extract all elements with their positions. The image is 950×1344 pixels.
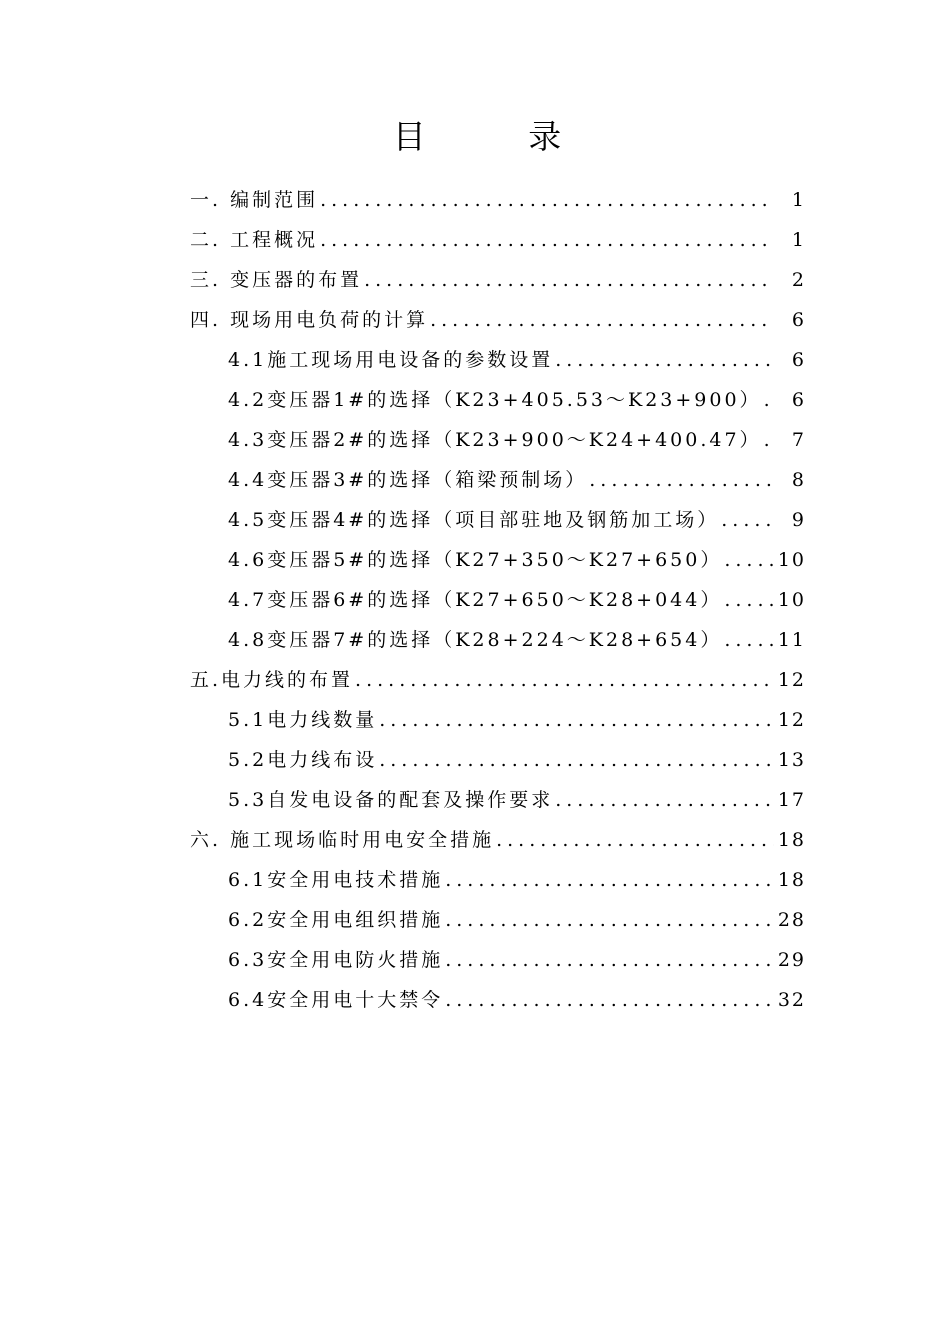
toc-entry-label: 5.1电力线数量 — [228, 709, 378, 731]
toc-page-number: 6 — [791, 309, 806, 331]
toc-entry-label: 六. 施工现场临时用电安全措施 — [190, 829, 495, 851]
toc-page-number: 28 — [777, 909, 806, 931]
toc-page-number: 10 — [777, 589, 806, 611]
toc-subentry[interactable] — [0, 940, 950, 980]
toc-page-number: 1 — [791, 229, 806, 251]
toc-page-number: 18 — [777, 829, 806, 851]
toc-subentry[interactable] — [0, 900, 950, 940]
toc-entry-label: 二. 工程概况 — [190, 229, 319, 251]
toc-dot-leader — [364, 260, 774, 300]
toc-page-number: 11 — [777, 629, 806, 651]
toc-entry-label: 6.3安全用电防火措施 — [228, 949, 444, 971]
toc-entry-label: 4.5变压器4#的选择（项目部驻地及钢筋加工场） — [228, 509, 720, 531]
toc-dot-leader — [724, 620, 774, 660]
toc-subentry[interactable] — [0, 500, 950, 540]
toc-page-number: 6 — [791, 389, 806, 411]
toc-subentry[interactable] — [0, 700, 950, 740]
toc-entry-label: 一. 编制范围 — [190, 189, 319, 211]
toc-dot-leader — [764, 380, 774, 420]
toc-page-number: 17 — [777, 789, 806, 811]
toc-dot-leader — [764, 420, 774, 460]
toc-entry-label: 四. 现场用电负荷的计算 — [190, 309, 429, 331]
toc-dot-leader — [355, 660, 774, 700]
toc-subentry[interactable] — [0, 780, 950, 820]
toc-page-number: 32 — [777, 989, 806, 1011]
toc-entry[interactable] — [0, 820, 950, 860]
page-title: 目 录 — [392, 117, 608, 156]
toc-dot-leader — [445, 900, 774, 940]
toc-page-number: 8 — [791, 469, 806, 491]
toc-dot-leader — [379, 740, 774, 780]
toc-entry-label: 4.3变压器2#的选择（K23+900～K24+400.47） — [228, 429, 762, 451]
toc-entry-label: 五.电力线的布置 — [190, 669, 354, 691]
toc-subentry[interactable] — [0, 980, 950, 1020]
toc-entry-label: 4.2变压器1#的选择（K23+405.53～K23+900） — [228, 389, 762, 411]
toc-page-number: 18 — [777, 869, 806, 891]
toc-page-number: 1 — [791, 189, 806, 211]
toc-entry-label: 6.4安全用电十大禁令 — [228, 989, 444, 1011]
toc-entry-label: 4.8变压器7#的选择（K28+224～K28+654） — [228, 629, 723, 651]
toc-subentry[interactable] — [0, 540, 950, 580]
toc-dot-leader — [445, 940, 774, 980]
toc-page-number: 12 — [777, 709, 806, 731]
toc-dot-leader — [555, 780, 774, 820]
toc-entry-label: 5.2电力线布设 — [228, 749, 378, 771]
toc-entry-label: 5.3自发电设备的配套及操作要求 — [228, 789, 554, 811]
toc-entry[interactable] — [0, 260, 950, 300]
toc-dot-leader — [445, 860, 774, 900]
toc-subentry[interactable] — [0, 620, 950, 660]
toc-entry-label: 4.4变压器3#的选择（箱梁预制场） — [228, 469, 588, 491]
toc-subentry[interactable] — [0, 860, 950, 900]
toc-dot-leader — [430, 300, 774, 340]
toc-dot-leader — [320, 180, 774, 220]
toc-entry-label: 4.6变压器5#的选择（K27+350～K27+650） — [228, 549, 723, 571]
table-of-contents — [0, 180, 950, 1020]
toc-entry[interactable] — [0, 300, 950, 340]
toc-page-number: 12 — [777, 669, 806, 691]
toc-dot-leader — [445, 980, 774, 1020]
toc-dot-leader — [379, 700, 774, 740]
toc-dot-leader — [496, 820, 774, 860]
toc-page-number: 10 — [777, 549, 806, 571]
toc-subentry[interactable] — [0, 340, 950, 380]
toc-page-number: 6 — [791, 349, 806, 371]
toc-entry-label: 6.1安全用电技术措施 — [228, 869, 444, 891]
toc-dot-leader — [721, 500, 774, 540]
toc-page-number: 13 — [777, 749, 806, 771]
toc-page-number: 29 — [777, 949, 806, 971]
toc-page-number: 7 — [791, 429, 806, 451]
toc-dot-leader — [724, 580, 774, 620]
toc-entry-label: 6.2安全用电组织措施 — [228, 909, 444, 931]
toc-dot-leader — [320, 220, 774, 260]
toc-entry[interactable] — [0, 220, 950, 260]
toc-dot-leader — [724, 540, 774, 580]
toc-entry[interactable] — [0, 660, 950, 700]
toc-entry-label: 三. 变压器的布置 — [190, 269, 363, 291]
toc-page-number: 9 — [791, 509, 806, 531]
toc-page-number: 2 — [791, 269, 806, 291]
toc-entry-label: 4.1施工现场用电设备的参数设置 — [228, 349, 554, 371]
toc-subentry[interactable] — [0, 580, 950, 620]
toc-entry-label: 4.7变压器6#的选择（K27+650～K28+044） — [228, 589, 723, 611]
toc-dot-leader — [555, 340, 774, 380]
toc-subentry[interactable] — [0, 420, 950, 460]
toc-subentry[interactable] — [0, 740, 950, 780]
toc-subentry[interactable] — [0, 380, 950, 420]
toc-entry[interactable] — [0, 180, 950, 220]
toc-subentry[interactable] — [0, 460, 950, 500]
toc-dot-leader — [589, 460, 774, 500]
